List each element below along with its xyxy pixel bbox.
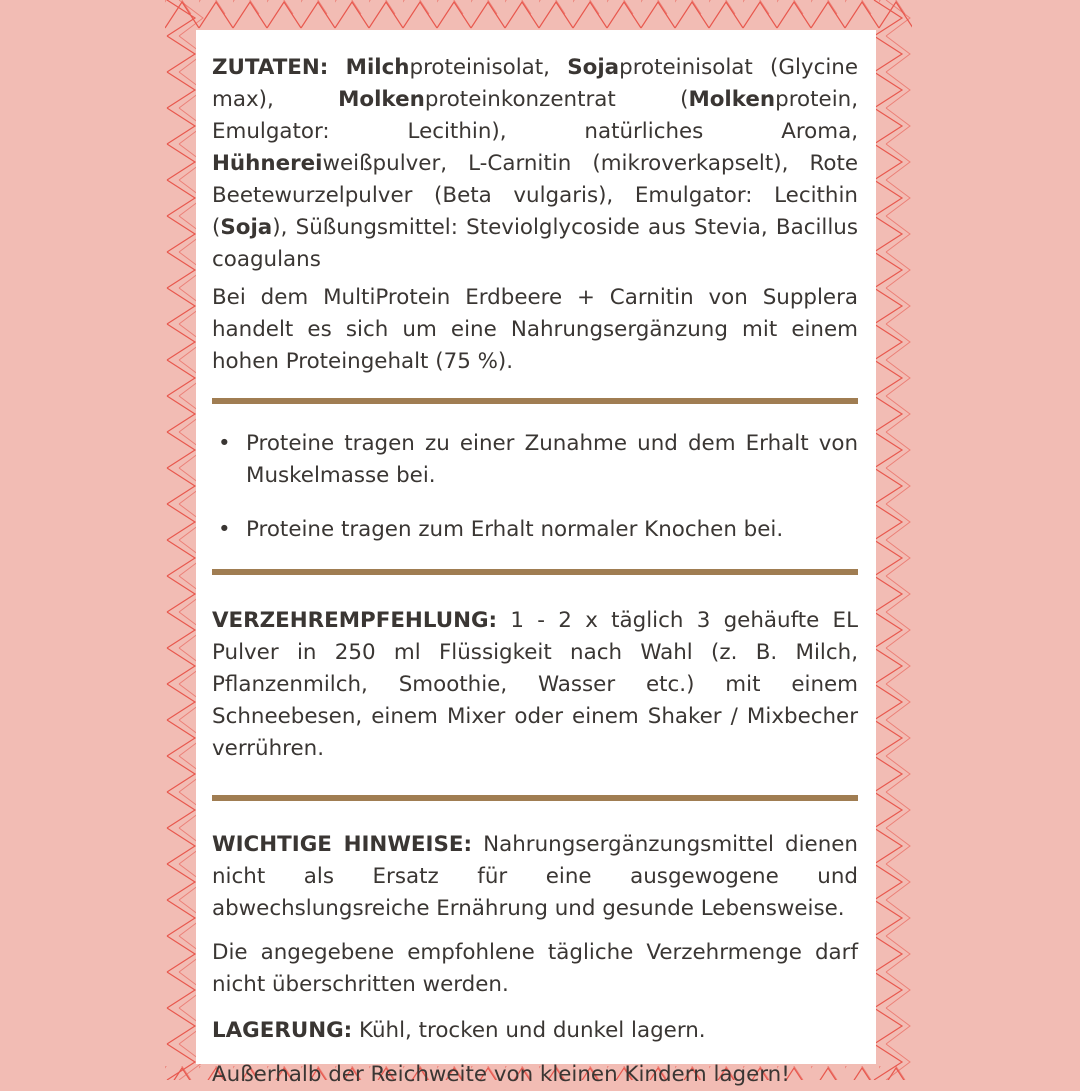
label-panel xyxy=(196,30,876,1087)
dosage-warning: Die angegebene empfohlene tägliche Verzehrmenge darf nicht überschritten werden. xyxy=(212,940,858,997)
allergen-molken: Molken xyxy=(338,87,425,112)
recommendation-text: 1 - 2 x täglich 3 gehäufte EL Pulver in 250 ml Flüssigkeit nach Wahl (z. B. Milch, Pflanzenmilch, Smoothie, Wasser etc.) mit einem Schneebesen, einem Mixer oder einem Shaker / Mixbecher verrühren. xyxy=(212,608,858,761)
divider xyxy=(212,398,858,404)
product-description: Bei dem MultiProtein Erdbeere + Carnitin von Supplera handelt es sich um eine Nahrungsergänzung mit einem hohen Proteingehalt (75 %). xyxy=(212,285,858,374)
allergen-molken: Molken xyxy=(688,87,776,112)
divider xyxy=(212,569,858,575)
bullet-icon: • xyxy=(218,517,231,542)
ingredients-paragraph xyxy=(212,52,858,276)
zigzag-border-right xyxy=(872,0,912,1080)
recommendation-paragraph xyxy=(212,605,858,765)
notes-text: Nahrungsergänzungsmittel dienen nicht als Ersatz für eine ausgewogene und abwechslungsreiche Ernährung und gesunde Lebensweise. xyxy=(212,832,858,921)
ingredients-text: proteinisolat, xyxy=(409,55,568,80)
storage-label: LAGERUNG: xyxy=(212,1018,353,1043)
storage-paragraph xyxy=(212,1015,858,1047)
children-warning: Außerhalb der Reichweite von kleinen Kindern lagern! xyxy=(212,1062,790,1087)
ingredients-text: proteinisolat (Glycine max), xyxy=(212,55,858,112)
benefits-list xyxy=(212,428,858,546)
allergen-soja: Soja xyxy=(567,55,620,80)
allergen-soja: Soja xyxy=(220,215,273,240)
bullet-icon: • xyxy=(218,431,231,456)
ingredients-text: protein, Emulgator: Lecithin), natürliches Aroma, xyxy=(212,87,858,144)
notes-label: WICHTIGE HINWEISE: xyxy=(212,832,473,857)
benefit-text: Proteine tragen zum Erhalt normaler Knochen bei. xyxy=(246,517,784,542)
storage-text: Kühl, trocken und dunkel lagern. xyxy=(352,1018,706,1043)
ingredients-text: ), Süßungsmittel: Steviolglycoside aus Stevia, Bacillus coagulans xyxy=(212,215,858,272)
benefit-text: Proteine tragen zu einer Zunahme und dem Erhalt von Muskelmasse bei. xyxy=(246,431,858,488)
allergen-huehnerei: Hühnerei xyxy=(212,151,323,176)
ingredients-label: ZUTATEN: xyxy=(212,55,329,80)
benefit-item xyxy=(212,514,858,546)
recommendation-label: VERZEHREMPFEHLUNG: xyxy=(212,608,498,633)
ingredients-text: proteinkonzentrat ( xyxy=(424,87,689,112)
benefit-item xyxy=(212,428,858,492)
divider xyxy=(212,795,858,801)
triangle-border-top xyxy=(165,0,912,32)
ingredients-text: weißpulver, L-Carnitin (mikroverkapselt), Rote Beetewurzelpulver (Beta vulgaris), Emulgator: Lecithin ( xyxy=(212,151,858,240)
notes-paragraph xyxy=(212,829,858,925)
allergen-milch: Milch xyxy=(345,55,410,80)
